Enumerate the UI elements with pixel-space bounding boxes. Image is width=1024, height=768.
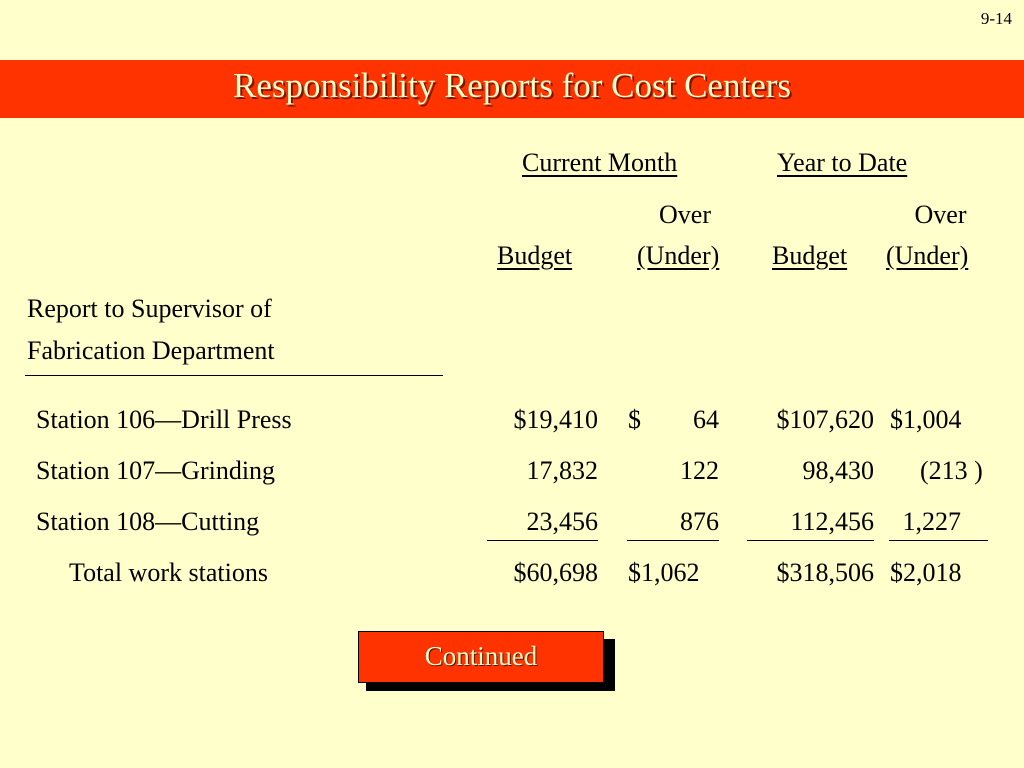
ytd-over-cell: (213 )	[920, 456, 983, 485]
title-bar	[0, 60, 1024, 118]
total-cm-budget: $60,698	[513, 558, 598, 587]
subtotal-rule	[889, 540, 988, 541]
ytd-budget-cell: $107,620	[776, 405, 874, 434]
subtotal-rule	[747, 540, 874, 541]
cm-over-cell: 122	[680, 456, 719, 485]
ytd-budget-cell: 112,456	[783, 507, 874, 536]
cm-over-cell: 64	[693, 405, 719, 434]
header-budget-cm: Budget	[497, 241, 573, 270]
header-under-cm: (Under)	[637, 241, 720, 270]
header-current-month: Current Month	[522, 148, 678, 177]
total-cm-over: $1,062	[628, 558, 700, 587]
cm-dollar-sign: $	[628, 405, 641, 434]
ytd-over-cell: 1,227	[896, 507, 968, 536]
continued-button[interactable]: Continued	[358, 631, 604, 683]
header-over-ytd: Over	[914, 200, 967, 229]
row-label: Station 108—Cutting	[36, 507, 260, 536]
ytd-budget-cell: 98,430	[802, 456, 874, 485]
slide-title: Responsibility Reports for Cost Centers	[232, 66, 792, 105]
header-under-ytd: (Under)	[886, 241, 969, 270]
total-ytd-budget: $318,506	[776, 558, 874, 587]
report-title-rule	[25, 375, 443, 376]
report-title-line1: Report to Supervisor of	[27, 294, 272, 323]
row-label: Station 107—Grinding	[36, 456, 276, 485]
subtotal-rule	[627, 540, 719, 541]
header-budget-ytd: Budget	[772, 241, 848, 270]
header-over-cm: Over	[659, 200, 711, 229]
cm-over-cell: 876	[680, 507, 719, 536]
total-ytd-over: $2,018	[890, 558, 962, 587]
header-year-to-date: Year to Date	[777, 148, 908, 177]
cm-budget-cell: $19,410	[513, 405, 598, 434]
row-label: Station 106—Drill Press	[36, 405, 292, 434]
total-label: Total work stations	[69, 558, 268, 587]
slide-number: 9-14	[980, 9, 1012, 28]
cm-budget-cell: 23,456	[520, 507, 598, 536]
ytd-over-cell: $1,004	[890, 405, 962, 434]
subtotal-rule	[487, 540, 598, 541]
report-title-line2: Fabrication Department	[27, 336, 275, 365]
cm-budget-cell: 17,832	[526, 456, 598, 485]
